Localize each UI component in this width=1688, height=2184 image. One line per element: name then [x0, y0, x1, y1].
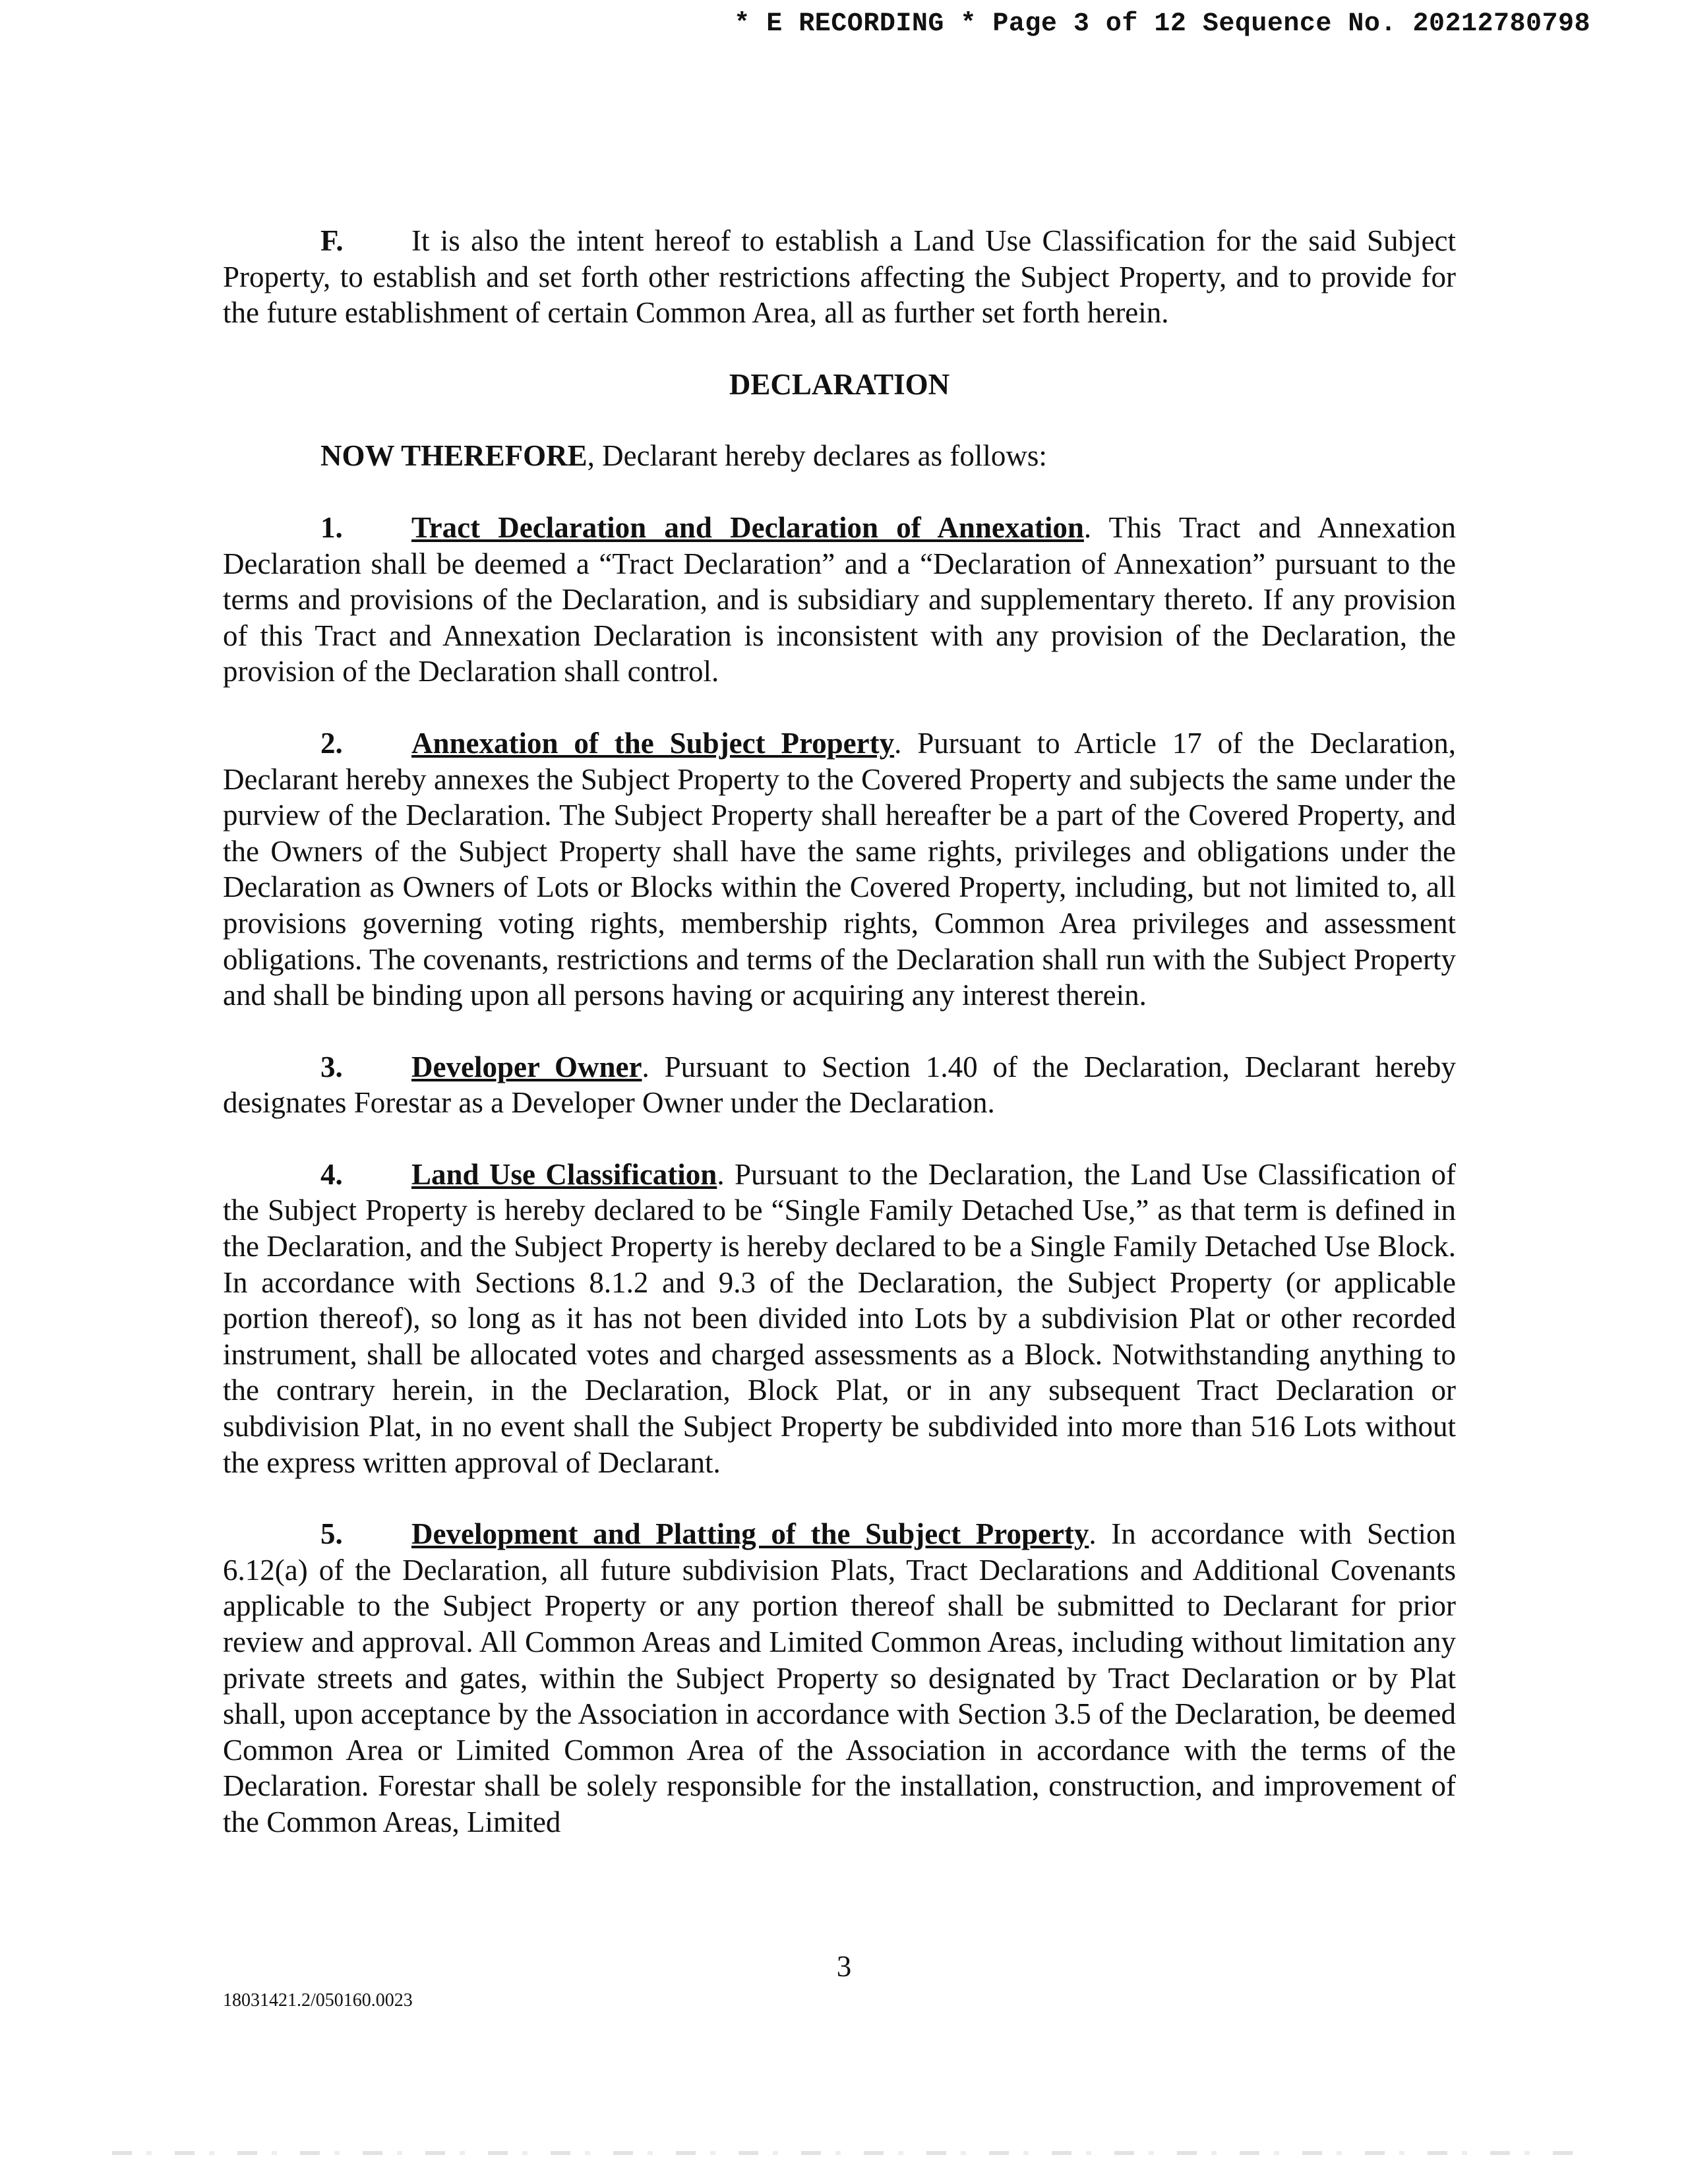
document-id: 18031421.2/050160.0023 [223, 1990, 413, 2011]
declaration-intro [223, 438, 1456, 474]
intro-text: , Declarant hereby declares as follows: [587, 439, 1047, 473]
page-number: 3 [836, 1950, 852, 1983]
section-4 [223, 1157, 1456, 1480]
intro-bold: NOW THEREFORE [320, 439, 588, 473]
section-number: 4. [320, 1157, 343, 1191]
document-body [223, 223, 1456, 1840]
section-text: . This Tract and Annexation Declaration shall be deemed a “Tract Declaration” and a “Declaration of Annexation” pursuant to the terms and provisions of the Declaration, and is subsidiary and supplementary thereto. If any provision of this Tract and Annexation Declaration is inconsistent with any provision of the Declaration, the provision of the Declaration shall control. [223, 510, 1457, 688]
recording-stamp: * E RECORDING * Page 3 of 12 Sequence No. 20212780798 [734, 9, 1590, 39]
section-number: 1. [320, 510, 343, 544]
section-heading: Annexation of the Subject Property [411, 726, 895, 760]
section-5 [223, 1516, 1456, 1840]
recital-label: F. [320, 224, 344, 257]
section-heading: Land Use Classification [411, 1157, 717, 1191]
declaration-title: DECLARATION [729, 367, 950, 401]
scan-artifact-line [112, 2151, 1582, 2155]
section-heading: Development and Platting of the Subject Property [411, 1517, 1089, 1551]
section-text: . Pursuant to Article 17 of the Declaration, Declarant hereby annexes the Subject Property to the Covered Property and subjects the same under the purview of the Declaration. The Subject Property shall hereafter be a part of the Covered Property, and the Owners of the Subject Property shall have the same rights, privileges and obligations under the Declaration as Owners of Lots or Blocks within the Covered Property, including, but not limited to, all provisions governing voting rights, membership rights, Common Area privileges and assessment obligations. The covenants, restrictions and terms of the Declaration shall run with the Subject Property and shall be binding upon all persons having or acquiring any interest therein. [223, 726, 1456, 1012]
section-number: 3. [320, 1050, 343, 1083]
section-text: . In accordance with Section 6.12(a) of the Declaration, all future subdivision Plats, Tract Declarations and Additional Covenants applicable to the Subject Property or any portion thereof shall be submitted to Declarant for prior review and approval. All Common Areas and Limited Common Areas, including without limitation any private streets and gates, within the Subject Property so designated by Tract Declaration or by Plat shall, upon acceptance by the Association in accordance with Section 3.5 of the Declaration, be deemed Common Area or Limited Common Area of the Association in accordance with the terms of the Declaration. Forestar shall be solely responsible for the installation, construction, and improvement of the Common Areas, Limited [223, 1517, 1457, 1838]
section-heading: Tract Declaration and Declaration of Annexation [411, 510, 1084, 544]
section-3 [223, 1049, 1456, 1121]
section-2 [223, 725, 1456, 1014]
recital-text: It is also the intent hereof to establish a Land Use Classification for the said Subject Property, to establish and set forth other restrictions affecting the Subject Property, and to provide for the future establishment of certain Common Area, all as further set forth herein. [223, 224, 1456, 330]
section-number: 5. [320, 1517, 343, 1551]
recital-f [223, 223, 1456, 331]
section-number: 2. [320, 726, 343, 760]
section-heading: Developer Owner [411, 1050, 642, 1083]
section-text: . Pursuant to the Declaration, the Land Use Classification of the Subject Property is hereby declared to be “Single Family Detached Use,” as that term is defined in the Declaration, and the Subject Property is hereby declared to be a Single Family Detached Use Block. In accordance with Sections 8.1.2 and 9.3 of the Declaration, the Subject Property (or applicable portion thereof), so long as it has not been divided into Lots by a subdivision Plat or other recorded instrument, shall be allocated votes and charged assessments as a Block. Notwithstanding anything to the contrary herein, in the Declaration, Block Plat, or in any subsequent Tract Declaration or subdivision Plat, in no event shall the Subject Property be subdivided into more than 516 Lots without the express written approval of Declarant. [223, 1157, 1456, 1479]
section-text: . Pursuant to Section 1.40 of the Declaration, Declarant hereby designates Forestar as a Developer Owner under the Declaration. [223, 1050, 1456, 1120]
section-1 [223, 510, 1456, 690]
